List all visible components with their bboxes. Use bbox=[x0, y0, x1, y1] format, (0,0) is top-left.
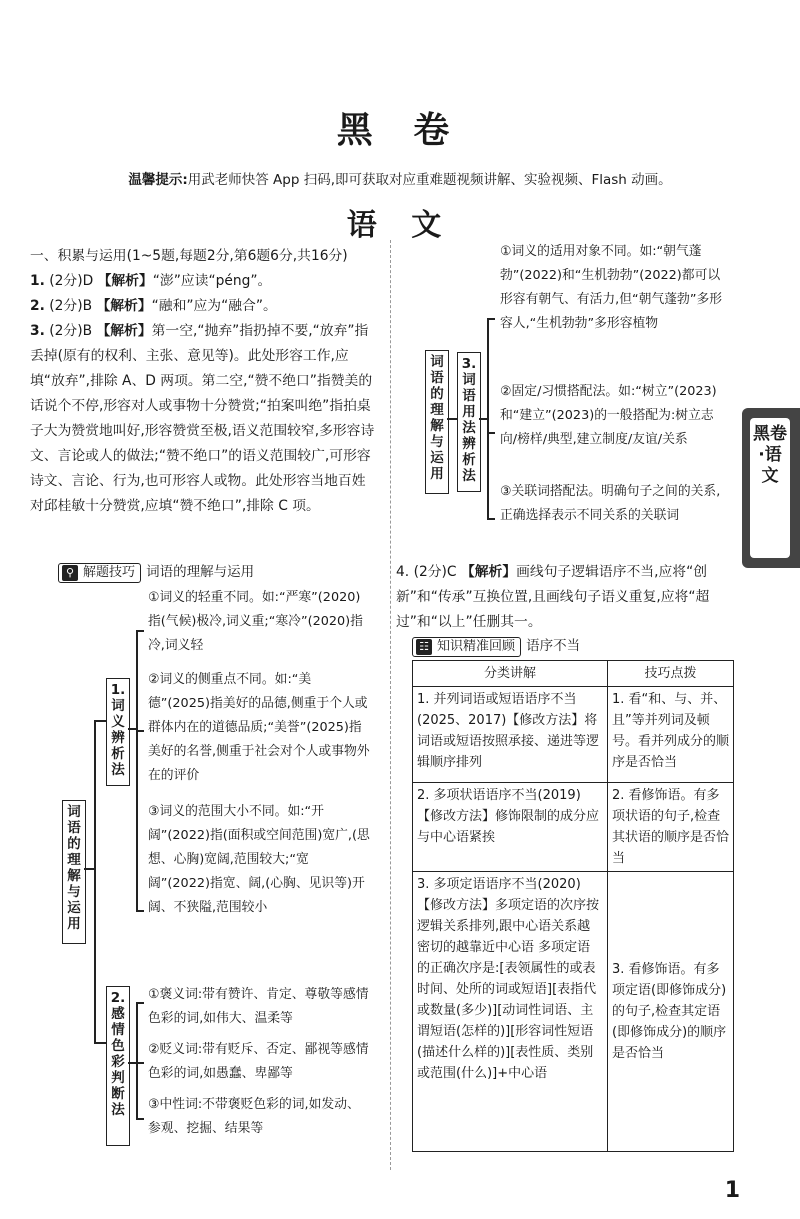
q1-score: (2分)D bbox=[49, 273, 94, 289]
page-title: 黑 卷 bbox=[336, 110, 464, 151]
table-row bbox=[413, 872, 734, 1152]
connector bbox=[94, 1042, 106, 1044]
q4-num: 4. bbox=[396, 564, 410, 580]
table-cell: 1. 并列词语或短语语序不当(2025、2017)【修改方法】将词语或短语按照承接、递进等逻辑顺序排列 bbox=[413, 687, 608, 783]
q3-num: 3. bbox=[30, 323, 45, 339]
q3-text: 第一空,“抛弃”指扔掉不要,“放弃”指丢掉(原有的权利、主张、意见等)。此处形容工作,应填“放弃”,排除 A、D 两项。第二空,“赞不绝口”指赞美的话说个不停,形容对人或事物十分赞赏;“拍案叫绝”指拍桌子大为赞赏地叫好,形容赞赏至极,语义范围较窄,多形容诗文、言论或人的做法;“赞不绝口”的语义范围较广,可形容诗文、言论、行为,也可形容人或物。此处形容当地百姓对邱桂敏十分赞赏,应填“赞不绝口”,排除 C 项。 bbox=[30, 323, 375, 514]
connector bbox=[84, 868, 94, 870]
tip-text: 用武老师快答 App 扫码,即可获取对应重难题视频讲解、实验视频、Flash 动画。 bbox=[187, 172, 672, 188]
question-2 bbox=[30, 294, 375, 319]
key-icon: ⚲ bbox=[62, 565, 78, 581]
page-number: 1 bbox=[724, 1178, 740, 1203]
connector bbox=[94, 720, 106, 722]
table-header-row bbox=[413, 661, 734, 687]
connector bbox=[136, 1002, 144, 1004]
q3-score: (2分)B bbox=[49, 323, 93, 339]
left-column bbox=[30, 244, 375, 519]
knowledge-heading: 语序不当 bbox=[526, 638, 581, 654]
mindmap-root-2 bbox=[425, 350, 449, 494]
table-cell: 3. 看修饰语。有多项定语(即修饰成分)的句子,检查其定语(即修饰成分)的顺序是否恰当 bbox=[608, 872, 734, 1152]
connector bbox=[136, 630, 144, 632]
tips-badge-label: 解题技巧 bbox=[83, 565, 136, 580]
branch-3-label: 3.词语用法辨析法 bbox=[461, 356, 477, 484]
side-tab bbox=[742, 408, 800, 568]
branch-3-box bbox=[457, 352, 481, 492]
connector bbox=[487, 318, 489, 518]
branch-2-item-1: ①褒义词:带有赞许、肯定、尊敬等感情色彩的词,如伟大、温柔等 bbox=[148, 987, 369, 1026]
table-header-col-2: 技巧点拨 bbox=[608, 661, 734, 687]
branch-2-item-2: ②贬义词:带有贬斥、否定、鄙视等感情色彩的词,如愚蠢、卑鄙等 bbox=[148, 1042, 369, 1081]
mindmap-root bbox=[62, 800, 86, 944]
tips-header bbox=[58, 560, 254, 583]
knowledge-badge-label: 知识精准回顾 bbox=[437, 639, 516, 654]
subject-title: 语 文 bbox=[346, 208, 454, 243]
branch-1-label: 1.词义辨析法 bbox=[110, 682, 126, 778]
table-cell: 2. 看修饰语。有多项状语的句子,检查其状语的顺序是否恰当 bbox=[608, 783, 734, 872]
connector bbox=[447, 418, 457, 420]
connector bbox=[487, 318, 495, 320]
connector bbox=[136, 730, 144, 732]
branch-3-item-2: ②固定/习惯搭配法。如:“树立”(2023)和“建立”(2023)的一般搭配为:树立志向/榜样/典型,建立制度/友谊/关系 bbox=[500, 384, 717, 447]
q2-score: (2分)B bbox=[49, 298, 93, 314]
branch-1-item-3: ③词义的范围大小不同。如:“开阔”(2022)指(面积或空间范围)宽广,(思想、心胸)宽阔,范围较大;“宽阔”(2022)指宽、阔,(心胸、见识等)开阔、不狭隘,范围较小 bbox=[148, 804, 370, 915]
q1-text: “澎”应读“péng”。 bbox=[152, 273, 272, 289]
branch-2-box bbox=[106, 986, 130, 1146]
tip-label: 温馨提示: bbox=[128, 172, 188, 188]
question-1 bbox=[30, 269, 375, 294]
knowledge-table-wrap bbox=[412, 660, 734, 1152]
tips-heading: 词语的理解与运用 bbox=[146, 564, 255, 580]
branch-1-item-1: ①词义的轻重不同。如:“严寒”(2020)指(气候)极冷,词义重;“寒冷”(2020)指冷,词义轻 bbox=[148, 590, 363, 653]
section-heading: 一、积累与运用(1~5题,每题2分,第6题6分,共16分) bbox=[30, 248, 348, 264]
branch-2-item-3: ③中性词:不带褒贬色彩的词,如发动、参观、挖掘、结果等 bbox=[148, 1097, 360, 1136]
connector bbox=[136, 1002, 138, 1118]
connector bbox=[136, 1062, 144, 1064]
knowledge-table bbox=[412, 660, 734, 1152]
connector bbox=[136, 1118, 144, 1120]
question-3 bbox=[30, 319, 375, 519]
table-cell: 2. 多项状语语序不当(2019)【修改方法】修饰限制的成分应与中心语紧挨 bbox=[413, 783, 608, 872]
q2-analysis-label: 【解析】 bbox=[96, 298, 152, 314]
connector bbox=[479, 418, 487, 420]
table-row bbox=[413, 783, 734, 872]
table-row bbox=[413, 687, 734, 783]
branch-3-item-1: ①词义的适用对象不同。如:“朝气蓬勃”(2022)和“生机勃勃”(2022)都可以形容有朝气、有活力,但“朝气蓬勃”多形容人,“生机勃勃”多形容植物 bbox=[500, 244, 723, 331]
tip-line bbox=[0, 168, 800, 188]
connector bbox=[128, 728, 136, 730]
connector bbox=[487, 518, 495, 520]
branch-1-box bbox=[106, 678, 130, 786]
knowledge-badge bbox=[412, 637, 521, 657]
table-cell: 1. 看“和、与、并、且”等并列词及顿号。看并列成分的顺序是否恰当 bbox=[608, 687, 734, 783]
table-cell: 3. 多项定语语序不当(2020)【修改方法】多项定语的次序按逻辑关系排列,跟中心语关系越密切的越靠近中心语 多项定语的正确次序是:[表领属性的或表时间、处所的词或短语][表指代或数量(多少)][动词性词语、主谓短语(怎样的)][形容词性短语(描述什么样的)][表性质、类别或范围(什么)]+中心语 bbox=[413, 872, 608, 1152]
connector bbox=[94, 720, 96, 1042]
mindmap-root-2-label: 词语的理解与运用 bbox=[430, 354, 444, 482]
side-tab-label: 黑卷·语文 bbox=[750, 418, 790, 558]
book-icon: ☷ bbox=[416, 639, 432, 655]
column-divider bbox=[390, 240, 391, 1170]
connector bbox=[487, 432, 495, 434]
q4-text: 画线句子逻辑语序不当,应将“创新”和“传承”互换位置,且画线句子语义重复,应将“超过”和“以上”任删其一。 bbox=[396, 564, 710, 630]
mindmap-root-label: 词语的理解与运用 bbox=[67, 804, 81, 932]
knowledge-header bbox=[412, 634, 580, 657]
connector bbox=[136, 630, 138, 910]
q2-num: 2. bbox=[30, 298, 45, 314]
q1-analysis-label: 【解析】 bbox=[97, 273, 153, 289]
q2-text: “融和”应为“融合”。 bbox=[151, 298, 277, 314]
branch-1-item-2: ②词义的侧重点不同。如:“美德”(2025)指美好的品德,侧重于个人或群体内在的道德品质;“美誉”(2025)指美好的名誉,侧重于社会对个人或事物外在的评价 bbox=[148, 672, 370, 783]
branch-2-label: 2.感情色彩判断法 bbox=[110, 990, 126, 1118]
question-4 bbox=[396, 560, 736, 635]
table-header-col-1: 分类讲解 bbox=[413, 661, 608, 687]
tips-badge bbox=[58, 563, 141, 583]
connector bbox=[136, 910, 144, 912]
q1-num: 1. bbox=[30, 273, 45, 289]
q3-analysis-label: 【解析】 bbox=[96, 323, 152, 339]
q4-analysis-label: 【解析】 bbox=[460, 564, 517, 580]
connector bbox=[128, 1062, 136, 1064]
branch-3-item-3: ③关联词搭配法。明确句子之间的关系,正确选择表示不同关系的关联词 bbox=[500, 484, 721, 523]
q4-score: (2分)C bbox=[413, 564, 457, 580]
